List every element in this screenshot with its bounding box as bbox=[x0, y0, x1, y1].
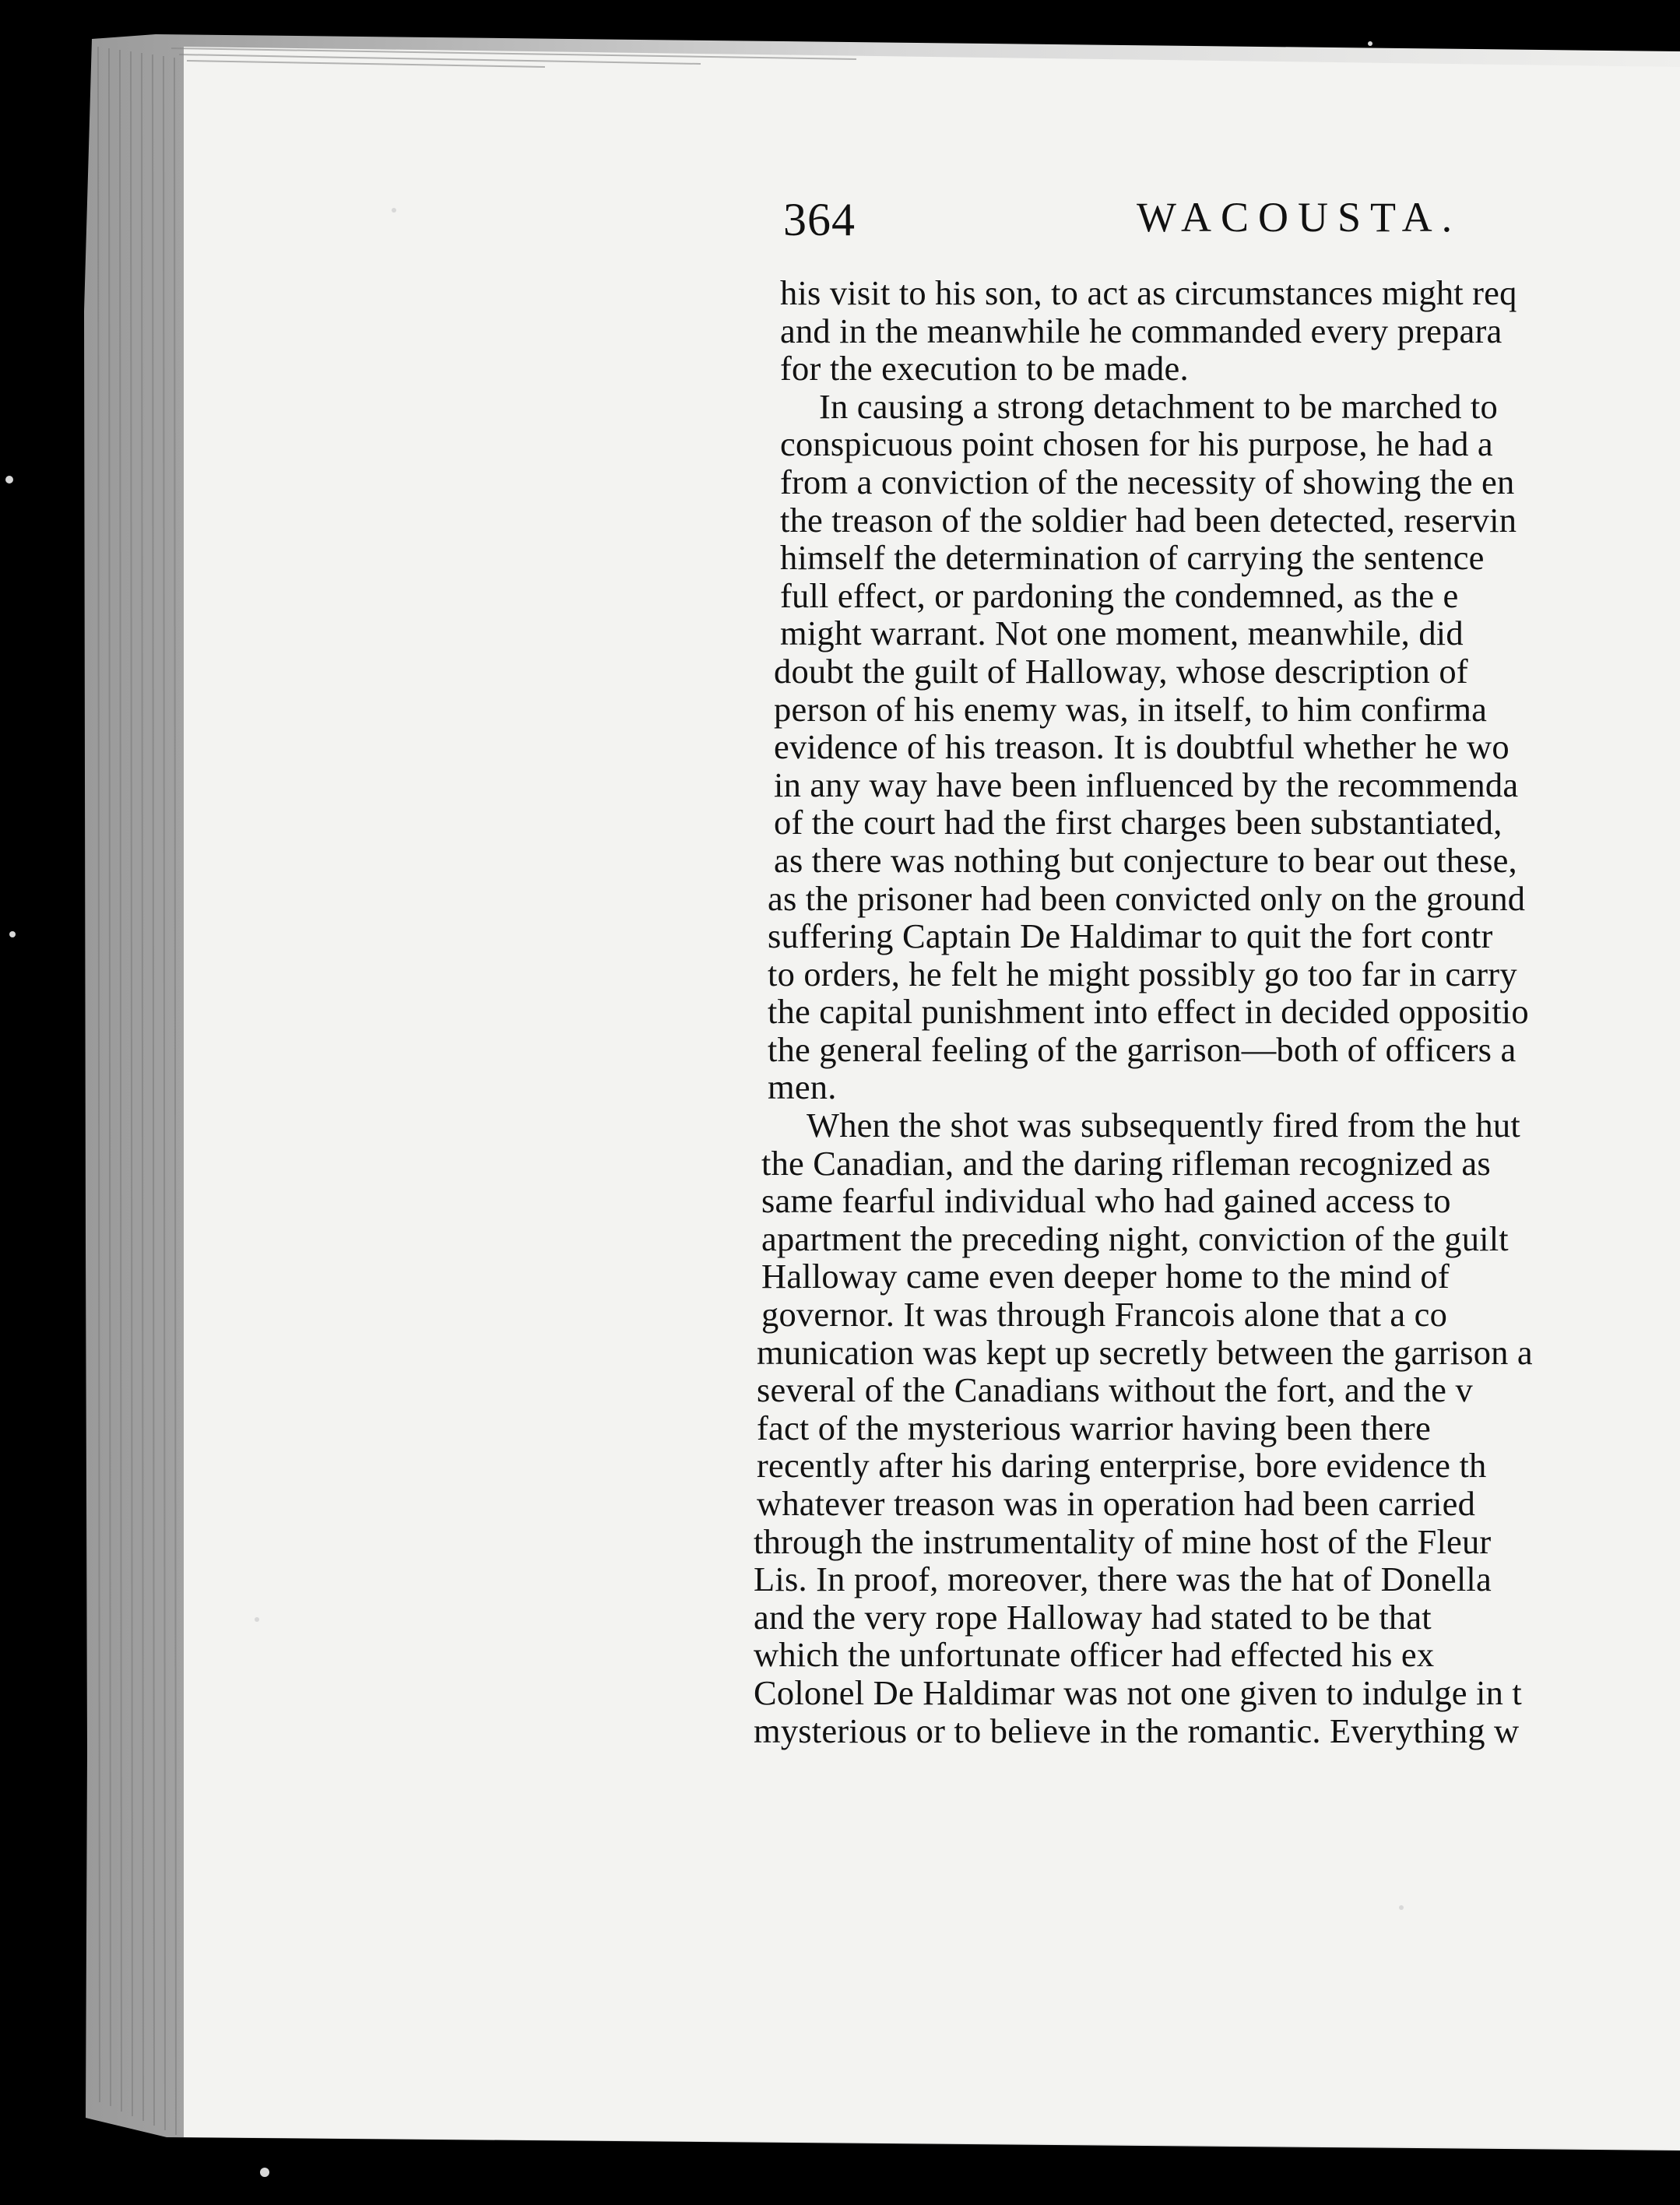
text-line: for the execution to be made. bbox=[780, 349, 1189, 389]
text-line: suffering Captain De Haldimar to quit the fort contr bbox=[768, 916, 1493, 956]
text-line: fact of the mysterious warrior having been there bbox=[757, 1408, 1431, 1447]
text-line: the capital punishment into effect in decided oppositio bbox=[768, 992, 1529, 1032]
text-line: and the very rope Halloway had stated to be that bbox=[754, 1597, 1432, 1637]
text-line: from a conviction of the necessity of showing the en bbox=[780, 462, 1515, 501]
text-line: When the shot was subsequently fired from the hut bbox=[807, 1106, 1520, 1145]
text-line: Colonel De Haldimar was not one given to indulge in t bbox=[754, 1672, 1522, 1712]
text-line: governor. It was through Francois alone that a co bbox=[761, 1295, 1448, 1335]
text-line: apartment the preceding night, conviction of the guilt bbox=[761, 1219, 1509, 1258]
text-line: the general feeling of the garrison—both of officers a bbox=[768, 1029, 1517, 1069]
text-line: Halloway came even deeper home to the mind of bbox=[761, 1257, 1450, 1296]
text-line: evidence of his treason. It is doubtful whether he wo bbox=[774, 727, 1510, 767]
page-text-area bbox=[754, 0, 1680, 2205]
text-line: same fearful individual who had gained access to bbox=[761, 1181, 1451, 1221]
text-line: mysterious or to believe in the romantic. Everything w bbox=[754, 1711, 1520, 1750]
page-number: 364 bbox=[783, 194, 856, 245]
text-line: munication was kept up secretly between the garrison a bbox=[757, 1332, 1533, 1372]
text-line: as the prisoner had been convicted only on the ground bbox=[768, 878, 1526, 918]
text-line: men. bbox=[768, 1067, 837, 1107]
text-line: to orders, he felt he might possibly go too far in carry bbox=[768, 954, 1517, 993]
text-line: In causing a strong detachment to be marched to bbox=[819, 386, 1498, 426]
running-title: WACOUSTA. bbox=[1137, 194, 1462, 241]
text-line: of the court had the first charges been substantiated, bbox=[774, 803, 1503, 842]
text-line: person of his enemy was, in itself, to him confirma bbox=[774, 689, 1488, 729]
text-line: which the unfortunate officer had effected his ex bbox=[754, 1635, 1435, 1675]
body-text bbox=[754, 274, 1680, 1750]
text-line: several of the Canadians without the fort, and the v bbox=[757, 1370, 1473, 1410]
text-line: doubt the guilt of Halloway, whose description of bbox=[774, 651, 1468, 691]
text-line: himself the determination of carrying the sentence bbox=[780, 538, 1485, 578]
text-line: and in the meanwhile he commanded every prepara bbox=[780, 311, 1503, 350]
text-line: the Canadian, and the daring rifleman recognized as bbox=[761, 1143, 1491, 1183]
text-line: through the instrumentality of mine host of the Fleur bbox=[754, 1521, 1492, 1561]
text-line: his visit to his son, to act as circumstances might req bbox=[780, 273, 1517, 312]
text-line: Lis. In proof, moreover, there was the hat of Donella bbox=[754, 1560, 1492, 1599]
text-line: might warrant. Not one moment, meanwhile, did bbox=[780, 614, 1464, 653]
text-line: in any way have been influenced by the recommenda bbox=[774, 765, 1519, 804]
text-line: recently after his daring enterprise, bore evidence th bbox=[757, 1446, 1487, 1486]
text-line: as there was nothing but conjecture to bear out these, bbox=[774, 840, 1517, 880]
text-line: the treason of the soldier had been detected, reservin bbox=[780, 500, 1517, 540]
text-line: whatever treason was in operation had been carried bbox=[757, 1484, 1476, 1523]
text-line: full effect, or pardoning the condemned, as the e bbox=[780, 575, 1459, 615]
text-line: conspicuous point chosen for his purpose, he had a bbox=[780, 424, 1493, 464]
